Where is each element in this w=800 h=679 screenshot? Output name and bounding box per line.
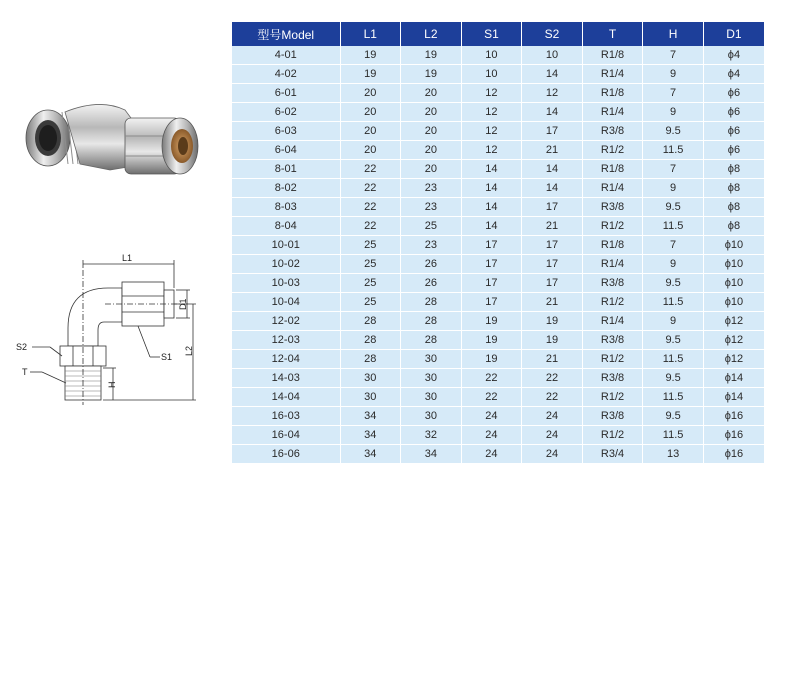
table-cell: 30 — [401, 350, 462, 369]
table-cell: ϕ12 — [703, 331, 764, 350]
table-cell: 24 — [461, 445, 522, 464]
table-cell: 12 — [522, 84, 583, 103]
table-cell: 16-04 — [232, 426, 340, 445]
table-cell: R1/4 — [582, 255, 643, 274]
table-cell: R3/8 — [582, 331, 643, 350]
table-cell: 20 — [401, 84, 462, 103]
table-cell: 6-03 — [232, 122, 340, 141]
table-row — [232, 350, 764, 369]
table-cell: 9 — [643, 179, 704, 198]
table-cell: 20 — [340, 103, 401, 122]
table-cell: 14-04 — [232, 388, 340, 407]
table-cell: 23 — [401, 198, 462, 217]
table-cell: 14 — [461, 160, 522, 179]
column-header: H — [643, 22, 704, 46]
column-header: L1 — [340, 22, 401, 46]
table-cell: R1/2 — [582, 293, 643, 312]
table-cell: 30 — [340, 388, 401, 407]
table-cell: ϕ6 — [703, 103, 764, 122]
table-cell: 10-02 — [232, 255, 340, 274]
table-cell: 8-02 — [232, 179, 340, 198]
dim-label-d1: D1 — [178, 298, 188, 310]
table-cell: 4-01 — [232, 46, 340, 65]
table-cell: 30 — [401, 388, 462, 407]
table-cell: ϕ10 — [703, 236, 764, 255]
table-cell: R1/2 — [582, 388, 643, 407]
table-cell: 22 — [522, 388, 583, 407]
table-cell: 17 — [522, 122, 583, 141]
table-cell: 12-04 — [232, 350, 340, 369]
table-cell: 20 — [340, 84, 401, 103]
table-cell: ϕ8 — [703, 160, 764, 179]
table-cell: 21 — [522, 141, 583, 160]
spec-table — [232, 22, 764, 464]
table-cell: R3/4 — [582, 445, 643, 464]
table-cell: 6-04 — [232, 141, 340, 160]
table-cell: 16-03 — [232, 407, 340, 426]
table-cell: 25 — [340, 255, 401, 274]
table-row — [232, 103, 764, 122]
table-cell: ϕ12 — [703, 350, 764, 369]
table-cell: 19 — [340, 46, 401, 65]
table-cell: 20 — [401, 160, 462, 179]
table-cell: 14-03 — [232, 369, 340, 388]
table-cell: 11.5 — [643, 388, 704, 407]
table-cell: 28 — [340, 331, 401, 350]
table-cell: 19 — [401, 65, 462, 84]
table-cell: ϕ6 — [703, 141, 764, 160]
column-header: T — [582, 22, 643, 46]
table-cell: 13 — [643, 445, 704, 464]
table-row — [232, 312, 764, 331]
table-cell: 6-01 — [232, 84, 340, 103]
table-cell: 25 — [340, 236, 401, 255]
table-body — [232, 46, 764, 464]
table-cell: 30 — [340, 369, 401, 388]
table-cell: 22 — [340, 179, 401, 198]
elbow-fitting-photo — [20, 90, 225, 200]
table-cell: 12 — [461, 122, 522, 141]
table-cell: 19 — [461, 331, 522, 350]
table-cell: 21 — [522, 217, 583, 236]
table-cell: 24 — [461, 426, 522, 445]
table-cell: R1/4 — [582, 312, 643, 331]
table-cell: ϕ6 — [703, 84, 764, 103]
table-cell: 20 — [340, 122, 401, 141]
table-cell: ϕ6 — [703, 122, 764, 141]
table-cell: 20 — [401, 122, 462, 141]
table-cell: 25 — [340, 274, 401, 293]
dim-label-l1: L1 — [122, 253, 133, 263]
table-cell: 10 — [522, 46, 583, 65]
table-cell: 12 — [461, 103, 522, 122]
table-cell: ϕ4 — [703, 46, 764, 65]
table-cell: 9.5 — [643, 198, 704, 217]
table-cell: 19 — [461, 350, 522, 369]
table-cell: 23 — [401, 179, 462, 198]
table-cell: 20 — [401, 103, 462, 122]
table-cell: 19 — [522, 331, 583, 350]
table-cell: 19 — [522, 312, 583, 331]
table-cell: 14 — [461, 179, 522, 198]
table-cell: R1/8 — [582, 236, 643, 255]
table-row — [232, 293, 764, 312]
table-cell: R1/2 — [582, 141, 643, 160]
table-cell: 9.5 — [643, 122, 704, 141]
table-cell: 26 — [401, 255, 462, 274]
table-cell: 11.5 — [643, 217, 704, 236]
table-cell: R1/2 — [582, 350, 643, 369]
table-cell: 24 — [461, 407, 522, 426]
table-cell: R3/8 — [582, 274, 643, 293]
table-cell: 16-06 — [232, 445, 340, 464]
table-cell: R1/4 — [582, 65, 643, 84]
table-cell: R1/8 — [582, 84, 643, 103]
table-cell: 14 — [522, 179, 583, 198]
table-cell: R1/4 — [582, 103, 643, 122]
table-cell: R1/8 — [582, 160, 643, 179]
table-cell: ϕ16 — [703, 445, 764, 464]
table-cell: 24 — [522, 445, 583, 464]
table-cell: 8-04 — [232, 217, 340, 236]
table-cell: 9 — [643, 103, 704, 122]
table-cell: 12-03 — [232, 331, 340, 350]
table-cell: 9 — [643, 65, 704, 84]
table-cell: 7 — [643, 160, 704, 179]
table-cell: 34 — [401, 445, 462, 464]
table-cell: 14 — [522, 160, 583, 179]
table-cell: 9.5 — [643, 274, 704, 293]
table-cell: 25 — [340, 293, 401, 312]
dim-label-s2: S2 — [16, 342, 28, 352]
table-cell: 34 — [340, 407, 401, 426]
table-cell: 10-01 — [232, 236, 340, 255]
table-cell: 19 — [340, 65, 401, 84]
table-cell: 14 — [522, 103, 583, 122]
table-row — [232, 388, 764, 407]
table-row — [232, 179, 764, 198]
table-cell: 28 — [340, 312, 401, 331]
table-cell: 9.5 — [643, 407, 704, 426]
table-cell: R1/8 — [582, 46, 643, 65]
table-cell: 7 — [643, 236, 704, 255]
table-row — [232, 445, 764, 464]
table-cell: 10-03 — [232, 274, 340, 293]
table-cell: 11.5 — [643, 141, 704, 160]
table-cell: 22 — [340, 217, 401, 236]
table-cell: R1/2 — [582, 217, 643, 236]
table-cell: 14 — [522, 65, 583, 84]
table-cell: 20 — [401, 141, 462, 160]
table-row — [232, 369, 764, 388]
table-cell: 17 — [461, 255, 522, 274]
table-row — [232, 122, 764, 141]
column-header: D1 — [703, 22, 764, 46]
table-cell: R3/8 — [582, 369, 643, 388]
table-cell: R1/2 — [582, 426, 643, 445]
table-cell: ϕ10 — [703, 274, 764, 293]
table-cell: 11.5 — [643, 293, 704, 312]
table-cell: 17 — [461, 236, 522, 255]
table-cell: ϕ14 — [703, 388, 764, 407]
table-cell: 11.5 — [643, 426, 704, 445]
table-row — [232, 84, 764, 103]
dim-label-l2: L2 — [184, 345, 194, 356]
table-cell: R3/8 — [582, 122, 643, 141]
table-cell: 11.5 — [643, 350, 704, 369]
table-cell: ϕ14 — [703, 369, 764, 388]
table-cell: 28 — [340, 350, 401, 369]
table-cell: 17 — [461, 274, 522, 293]
table-cell: 24 — [522, 426, 583, 445]
table-row — [232, 274, 764, 293]
table-cell: ϕ8 — [703, 198, 764, 217]
table-row — [232, 255, 764, 274]
table-cell: 10 — [461, 65, 522, 84]
table-row — [232, 46, 764, 65]
table-cell: 17 — [522, 274, 583, 293]
table-cell: 17 — [461, 293, 522, 312]
table-cell: R1/4 — [582, 179, 643, 198]
table-cell: 12-02 — [232, 312, 340, 331]
table-row — [232, 426, 764, 445]
table-cell: 32 — [401, 426, 462, 445]
table-cell: 28 — [401, 312, 462, 331]
table-cell: 30 — [401, 407, 462, 426]
dim-label-s1: S1 — [161, 352, 173, 362]
table-cell: 34 — [340, 445, 401, 464]
dimension-drawing — [10, 250, 225, 410]
table-row — [232, 198, 764, 217]
table-cell: 9 — [643, 312, 704, 331]
table-cell: 7 — [643, 46, 704, 65]
table-cell: 9 — [643, 255, 704, 274]
table-cell: 17 — [522, 198, 583, 217]
table-cell: 22 — [461, 388, 522, 407]
table-cell: 24 — [522, 407, 583, 426]
table-cell: 17 — [522, 255, 583, 274]
table-header-row — [232, 22, 764, 46]
table-cell: 17 — [522, 236, 583, 255]
table-row — [232, 331, 764, 350]
table-cell: 25 — [401, 217, 462, 236]
table-row — [232, 160, 764, 179]
table-cell: 21 — [522, 350, 583, 369]
table-cell: 6-02 — [232, 103, 340, 122]
table-cell: 22 — [522, 369, 583, 388]
table-cell: 4-02 — [232, 65, 340, 84]
table-cell: 8-01 — [232, 160, 340, 179]
table-cell: 14 — [461, 217, 522, 236]
table-cell: ϕ16 — [703, 407, 764, 426]
dim-label-t: T — [22, 367, 28, 377]
column-header: 型号Model — [232, 22, 340, 46]
table-cell: 12 — [461, 141, 522, 160]
table-cell: 30 — [401, 369, 462, 388]
table-cell: ϕ12 — [703, 312, 764, 331]
table-cell: 9.5 — [643, 331, 704, 350]
table-cell: 19 — [461, 312, 522, 331]
table-row — [232, 407, 764, 426]
table-cell: 19 — [401, 46, 462, 65]
table-cell: 7 — [643, 84, 704, 103]
table-cell: 8-03 — [232, 198, 340, 217]
table-cell: 22 — [461, 369, 522, 388]
table-cell: ϕ8 — [703, 217, 764, 236]
table-cell: ϕ8 — [703, 179, 764, 198]
table-cell: R3/8 — [582, 407, 643, 426]
table-cell: 34 — [340, 426, 401, 445]
table-cell: R3/8 — [582, 198, 643, 217]
column-header: L2 — [401, 22, 462, 46]
table-cell: 10 — [461, 46, 522, 65]
table-cell: ϕ10 — [703, 293, 764, 312]
table-row — [232, 217, 764, 236]
table-cell: 28 — [401, 293, 462, 312]
column-header: S1 — [461, 22, 522, 46]
table-row — [232, 141, 764, 160]
table-cell: 10-04 — [232, 293, 340, 312]
table-cell: 22 — [340, 160, 401, 179]
table-cell: ϕ4 — [703, 65, 764, 84]
table-cell: 12 — [461, 84, 522, 103]
column-header: S2 — [522, 22, 583, 46]
dim-label-h: H — [107, 381, 117, 388]
table-cell: 9.5 — [643, 369, 704, 388]
table-cell: 21 — [522, 293, 583, 312]
table-cell: 20 — [340, 141, 401, 160]
table-cell: 23 — [401, 236, 462, 255]
table-row — [232, 65, 764, 84]
table-cell: 28 — [401, 331, 462, 350]
table-row — [232, 236, 764, 255]
table-cell: ϕ10 — [703, 255, 764, 274]
table-cell: 26 — [401, 274, 462, 293]
table-cell: 14 — [461, 198, 522, 217]
table-cell: 22 — [340, 198, 401, 217]
table-cell: ϕ16 — [703, 426, 764, 445]
